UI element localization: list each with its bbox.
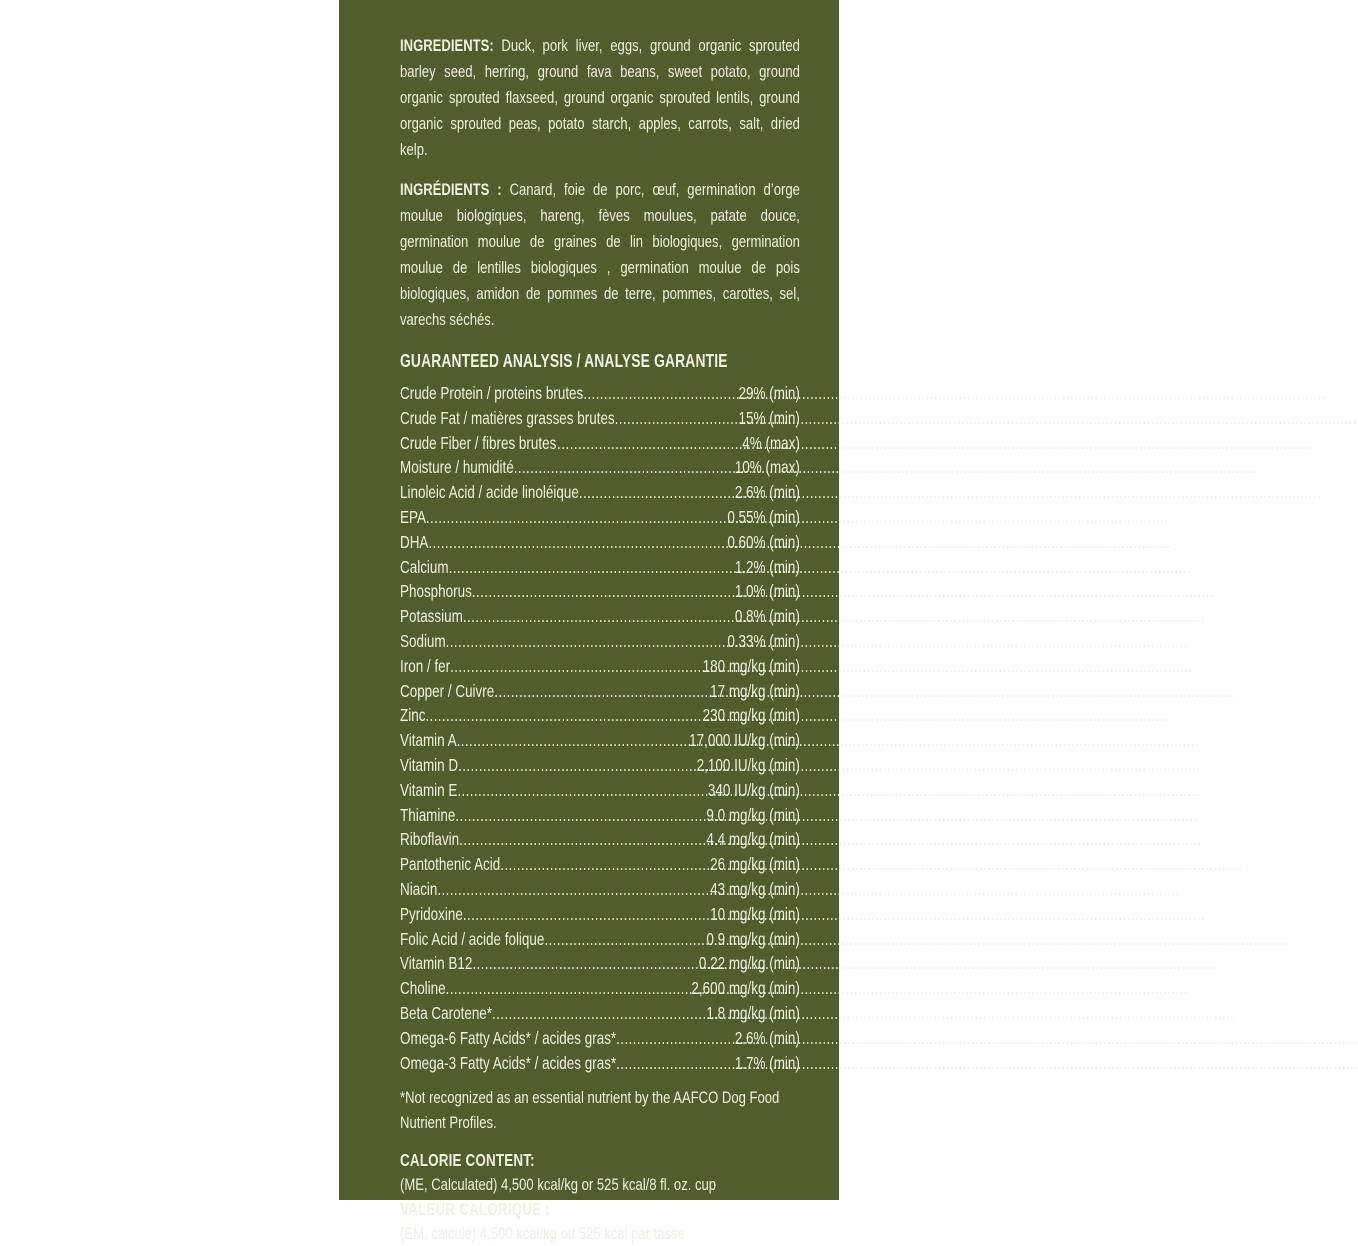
dot-leader — [428, 530, 727, 555]
analysis-row-value: 1.0% (min) — [734, 581, 800, 602]
dot-leader — [458, 753, 697, 778]
analysis-row — [400, 877, 800, 902]
dot-leader — [450, 654, 703, 679]
analysis-row-label: Vitamin A — [400, 730, 457, 751]
analysis-row — [400, 679, 800, 704]
analysis-row — [400, 455, 800, 480]
dot-leader — [446, 629, 728, 654]
dot-leader — [616, 1026, 735, 1051]
analysis-row-value: 43 mg/kg (min) — [710, 878, 800, 899]
dot-leader — [494, 679, 710, 704]
analysis-row-value: 4.4 mg/kg (min) — [706, 829, 800, 850]
analysis-row-value: 26 mg/kg (min) — [710, 854, 800, 875]
analysis-row — [400, 1001, 800, 1026]
dot-leader — [463, 604, 735, 629]
dot-leader — [514, 455, 735, 480]
analysis-row-value: 2,600 mg/kg (min) — [691, 978, 800, 999]
analysis-row — [400, 505, 800, 530]
aafco-footnote: *Not recognized as an essential nutrient by the AAFCO Dog Food Nutrient Profiles. — [400, 1088, 780, 1133]
analysis-row — [400, 604, 800, 629]
dot-leader — [616, 1051, 735, 1076]
analysis-row-label: Thiamine — [400, 804, 456, 825]
analysis-row-value: 340 IU/kg (min) — [707, 779, 800, 800]
analysis-row-label: Omega-6 Fatty Acids* / acides gras* — [400, 1027, 617, 1048]
analysis-row-label: DHA — [400, 531, 429, 552]
analysis-row-value: 17,000 IU/kg (min) — [689, 730, 800, 751]
dot-leader — [579, 480, 735, 505]
ingredients-en-paragraph — [400, 33, 800, 163]
guaranteed-analysis-heading: GUARANTEED ANALYSIS / ANALYSE GARANTIE — [400, 351, 728, 371]
analysis-row-label: Zinc — [400, 705, 426, 726]
dot-leader — [492, 1001, 706, 1026]
ingredients-en-text: Duck, pork liver, eggs, ground organic sprouted barley seed, herring, ground fava beans, sweet potato, ground organic sprouted flaxseed, ground organic sprouted lentils, ground organic sprouted peas, potato starch, apples, carrots, salt, dried kelp. — [400, 36, 800, 159]
analysis-row-label: Crude Protein / proteins brutes — [400, 383, 584, 403]
analysis-row-label: Pantothenic Acid — [400, 854, 501, 875]
analysis-row-value: 1.2% (min) — [734, 556, 800, 577]
dot-leader — [446, 976, 692, 1001]
analysis-row — [400, 778, 800, 803]
analysis-row-value: 0.60% (min) — [727, 531, 800, 552]
analysis-row-value: 17 mg/kg (min) — [710, 680, 800, 701]
analysis-row-value: 9.0 mg/kg (min) — [706, 804, 800, 825]
analysis-row-label: Niacin — [400, 878, 438, 899]
analysis-row-label: Omega-3 Fatty Acids* / acides gras* — [400, 1052, 617, 1073]
calorie-content-line-en: (ME, Calculated) 4,500 kcal/kg or 525 kcal/8 fl. oz. cup — [400, 1175, 717, 1195]
analysis-row-label: Copper / Cuivre — [400, 680, 495, 701]
analysis-row — [400, 431, 800, 456]
analysis-row — [400, 530, 800, 555]
analysis-row — [400, 852, 800, 877]
analysis-row-value: 230 mg/kg (min) — [702, 705, 800, 726]
analysis-row-label: EPA — [400, 506, 426, 527]
dot-leader — [500, 852, 710, 877]
analysis-row-label: Iron / fer — [400, 655, 451, 676]
dot-leader — [583, 381, 738, 406]
dot-leader — [615, 406, 739, 431]
analysis-row — [400, 703, 800, 728]
analysis-row — [400, 381, 800, 406]
analysis-row-value: 10% (max) — [734, 457, 800, 478]
ingredients-fr-text: Canard, foie de porc, œuf, germination d’orge moulue biologiques, hareng, fèves moulues, patate douce, germination moulue de graines de lin biologiques, germination moulue de lentilles biologiques , germination moulue de pois biologiques, amidon de pommes de terre, pommes, carottes, sel, varechs séchés. — [400, 180, 800, 329]
analysis-row-value: 10 mg/kg (min) — [710, 903, 800, 924]
analysis-row-label: Crude Fiber / fibres brutes… — [400, 432, 570, 453]
dot-leader — [426, 505, 727, 530]
analysis-row-value: 29% (min) — [738, 383, 800, 403]
analysis-row-label: Vitamin E — [400, 779, 458, 800]
calorie-content-heading-fr: VALEUR CALORIQUE : — [400, 1199, 550, 1220]
dot-leader — [463, 902, 710, 927]
dot-leader — [425, 703, 702, 728]
dot-leader — [570, 431, 743, 456]
analysis-row — [400, 406, 800, 431]
analysis-row-value: 0.22 mg/kg (min) — [698, 953, 800, 974]
analysis-row — [400, 579, 800, 604]
analysis-row-label: Riboflavin — [400, 829, 460, 850]
analysis-row-label: Potassium — [400, 606, 463, 627]
dot-leader — [457, 728, 690, 753]
analysis-row-label: Calcium — [400, 556, 449, 577]
analysis-row-label: Beta Carotene* — [400, 1002, 493, 1023]
dot-leader — [455, 803, 706, 828]
analysis-row-value: 2.6% (min) — [734, 1027, 800, 1048]
analysis-row — [400, 555, 800, 580]
analysis-row-value: 4% (max) — [742, 432, 800, 453]
dot-leader — [437, 877, 710, 902]
analysis-row — [400, 654, 800, 679]
analysis-row — [400, 728, 800, 753]
analysis-row-label: Phosphorus — [400, 581, 472, 602]
analysis-row-value: 1.8 mg/kg (min) — [706, 1002, 800, 1023]
analysis-row-label: Linoleic Acid / acide linoléique — [400, 482, 579, 503]
analysis-row-value: 15% (min) — [738, 407, 800, 428]
analysis-row-value: 2.6% (min) — [734, 482, 800, 503]
dot-leader — [472, 951, 699, 976]
analysis-row-value: 0.9 mg/kg (min) — [706, 928, 800, 949]
analysis-row — [400, 753, 800, 778]
analysis-row-value: 180 mg/kg (min) — [702, 655, 800, 676]
analysis-row-label: Folic Acid / acide folique — [400, 928, 545, 949]
analysis-row — [400, 1051, 800, 1076]
analysis-row-value: 0.33% (min) — [727, 630, 800, 651]
analysis-row-label: Vitamin D — [400, 754, 459, 775]
dot-leader — [457, 778, 708, 803]
analysis-row-value: 0.55% (min) — [727, 506, 800, 527]
analysis-row-label: Crude Fat / matières grasses brutes — [400, 407, 615, 428]
analysis-row-label: Vitamin B12 — [400, 953, 473, 974]
analysis-row-value: 0.8% (min) — [734, 606, 800, 627]
analysis-row — [400, 827, 800, 852]
analysis-row — [400, 629, 800, 654]
analysis-row — [400, 1026, 800, 1051]
analysis-row-label: Moisture / humidité — [400, 457, 514, 478]
label-panel — [339, 0, 839, 1244]
analysis-row — [400, 927, 800, 952]
dot-leader — [472, 579, 735, 604]
calorie-content-section — [400, 1148, 800, 1246]
analysis-row-label: Choline — [400, 978, 446, 999]
analysis-row — [400, 976, 800, 1001]
analysis-row-label: Pyridoxine — [400, 903, 463, 924]
ingredients-en-heading: INGREDIENTS: — [400, 36, 494, 55]
analysis-row — [400, 803, 800, 828]
dot-leader — [544, 927, 706, 952]
calorie-content-line-fr: (EM, calculé) 4,500 kcal/kg ou 525 kcal par tasse — [400, 1224, 685, 1244]
analysis-row-value: 2,100 IU/kg (min) — [696, 754, 800, 775]
analysis-row — [400, 480, 800, 505]
dot-leader — [449, 555, 735, 580]
analysis-row — [400, 951, 800, 976]
ingredients-fr-paragraph — [400, 177, 800, 333]
analysis-row — [400, 902, 800, 927]
analysis-row-value: 1.7% (min) — [734, 1052, 800, 1073]
analysis-row-label: Sodium — [400, 630, 446, 651]
label-content — [400, 0, 800, 1246]
guaranteed-analysis-table — [400, 381, 800, 1075]
ingredients-fr-heading: INGRÉDIENTS : — [400, 180, 502, 199]
dot-leader — [459, 827, 706, 852]
calorie-content-heading-en: CALORIE CONTENT: — [400, 1150, 535, 1171]
